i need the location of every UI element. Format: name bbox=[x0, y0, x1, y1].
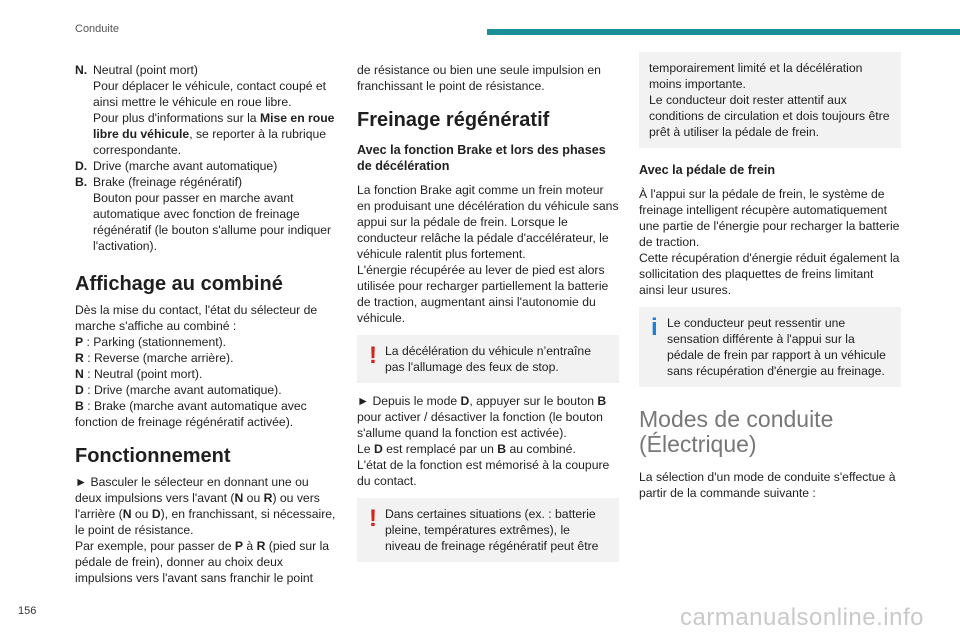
column-right bbox=[639, 52, 901, 501]
page-number: 156 bbox=[18, 605, 37, 617]
paragraph: ► Depuis le mode D, appuyer sur le bouton B pour activer / désactiver la fonction (le bouton s'allume quand la fonction est activée). bbox=[357, 394, 607, 440]
mode-key: N bbox=[75, 367, 84, 381]
warning-box bbox=[357, 498, 619, 562]
mode-key: P bbox=[75, 335, 84, 349]
list-label: B. bbox=[75, 175, 88, 189]
warning-icon: ! bbox=[369, 342, 377, 369]
list-text: Brake (freinage régénératif) bbox=[93, 175, 243, 189]
mode-line bbox=[75, 350, 337, 366]
mode-line bbox=[75, 398, 337, 430]
watermark: carmanualsonline.info bbox=[680, 604, 924, 631]
list-text: Pour plus d'informations sur la bbox=[93, 111, 260, 125]
mode-key: D bbox=[75, 383, 84, 397]
paragraph: L'énergie récupérée au lever de pied est alors utilisée pour recharger partiellement la batterie de traction, augmentant ainsi l'autonomie du véhicule. bbox=[357, 263, 609, 325]
paragraph: ► Basculer le sélecteur en donnant une ou deux impulsions vers l'avant (N ou R) ou vers l'arrière (N ou D), en franchissant, si nécessaire, le point de résistance. bbox=[75, 475, 336, 537]
info-box bbox=[639, 307, 901, 387]
mode-value: : Parking (stationnement). bbox=[83, 335, 227, 349]
warning-text: Dans certaines situations (ex. : batterie pleine, températures extrêmes), le niveau de freinage régénératif peut être bbox=[385, 507, 599, 553]
paragraph: L'état de la fonction est mémorisé à la coupure du contact. bbox=[357, 458, 610, 488]
mode-line bbox=[75, 334, 337, 350]
info-text: Le conducteur peut ressentir une sensation différente à l'appui sur la pédale de frein par rapport à un véhicule sans récupération d'énergie au freinage. bbox=[667, 316, 886, 378]
paragraph: La fonction Brake agit comme un frein moteur en produisant une décélération du véhicule sans appui sur la pédale de frein. Lorsque le conducteur relâche la pédale d'accélérateur, le véhicule ralentit plus fortement. bbox=[357, 183, 619, 261]
mode-line bbox=[75, 366, 337, 382]
list-text: Bouton pour passer en marche avant automatique avec fonction de freinage régénératif (le bouton s'allume pour indiquer l'activation). bbox=[93, 191, 332, 253]
list-text: Pour déplacer le véhicule, contact coupé et ainsi mettre le véhicule en roue libre. bbox=[93, 79, 327, 109]
header-accent-bar bbox=[487, 29, 960, 35]
paragraph: La sélection d'un mode de conduite s'effectue à partir de la commande suivante : bbox=[639, 470, 896, 500]
warning-box-continued bbox=[639, 52, 901, 148]
paragraph: Dès la mise du contact, l'état du sélecteur de marche s'affiche au combiné : bbox=[75, 303, 318, 333]
warning-icon: ! bbox=[369, 505, 377, 532]
section-title-modes: Modes de conduite (Électrique) bbox=[639, 406, 834, 457]
header-section: Conduite bbox=[75, 23, 120, 35]
list-text: , se reporter à la rubrique correspondante. bbox=[93, 127, 327, 157]
list-text: Drive (marche avant automatique) bbox=[93, 159, 278, 173]
subsection-title: Avec la fonction Brake et lors des phases de décélération bbox=[357, 143, 606, 173]
warning-text: temporairement limité et la décélération moins importante. bbox=[649, 61, 863, 91]
section-title-fonctionnement: Fonctionnement bbox=[75, 445, 231, 467]
warning-text: Le conducteur doit rester attentif aux conditions de circulation et dois toujours être prêt à utiliser la pédale de frein. bbox=[649, 93, 890, 139]
section-title-freinage: Freinage régénératif bbox=[357, 109, 550, 131]
info-icon: i bbox=[651, 314, 658, 341]
mode-key: B bbox=[75, 399, 84, 413]
mode-value: : Neutral (point mort). bbox=[83, 367, 203, 381]
section-title-affichage: Affichage au combiné bbox=[75, 273, 283, 295]
paragraph: Cette récupération d'énergie réduit également la sollicitation des plaquettes de freins limitant ainsi leur usures. bbox=[639, 251, 900, 297]
paragraph: À l'appui sur la pédale de frein, le système de freinage intelligent récupère automatiquement une partie de l'énergie pour recharger la batterie de traction. bbox=[639, 187, 900, 249]
warning-text: La décélération du véhicule n’entraîne pas l'allumage des feux de stop. bbox=[385, 344, 591, 374]
list-label: N. bbox=[75, 63, 88, 77]
mode-value: : Reverse (marche arrière). bbox=[83, 351, 234, 365]
column-middle bbox=[357, 62, 619, 562]
mode-key: R bbox=[75, 351, 84, 365]
list-item-d bbox=[75, 158, 337, 174]
warning-box bbox=[357, 335, 619, 383]
mode-value: : Drive (marche avant automatique). bbox=[83, 383, 282, 397]
list-text: Neutral (point mort) bbox=[93, 63, 198, 77]
paragraph: Par exemple, pour passer de P à R (pied sur la pédale de frein), donner au choix deux impulsions vers l'avant sans franchir le point bbox=[75, 539, 330, 585]
paragraph: de résistance ou bien une seule impulsion en franchissant le point de résistance. bbox=[357, 63, 601, 93]
mode-line bbox=[75, 382, 337, 398]
list-label: D. bbox=[75, 159, 88, 173]
list-item-b bbox=[75, 174, 337, 254]
subsection-title: Avec la pédale de frein bbox=[639, 163, 776, 177]
mode-value: : Brake (marche avant automatique avec fonction de freinage régénératif activée). bbox=[75, 399, 307, 429]
paragraph: Le D est remplacé par un B au combiné. bbox=[357, 442, 576, 456]
list-item-n bbox=[75, 62, 337, 158]
column-left bbox=[75, 62, 337, 586]
cross-reference: Mise en roue libre du véhicule bbox=[93, 111, 335, 141]
